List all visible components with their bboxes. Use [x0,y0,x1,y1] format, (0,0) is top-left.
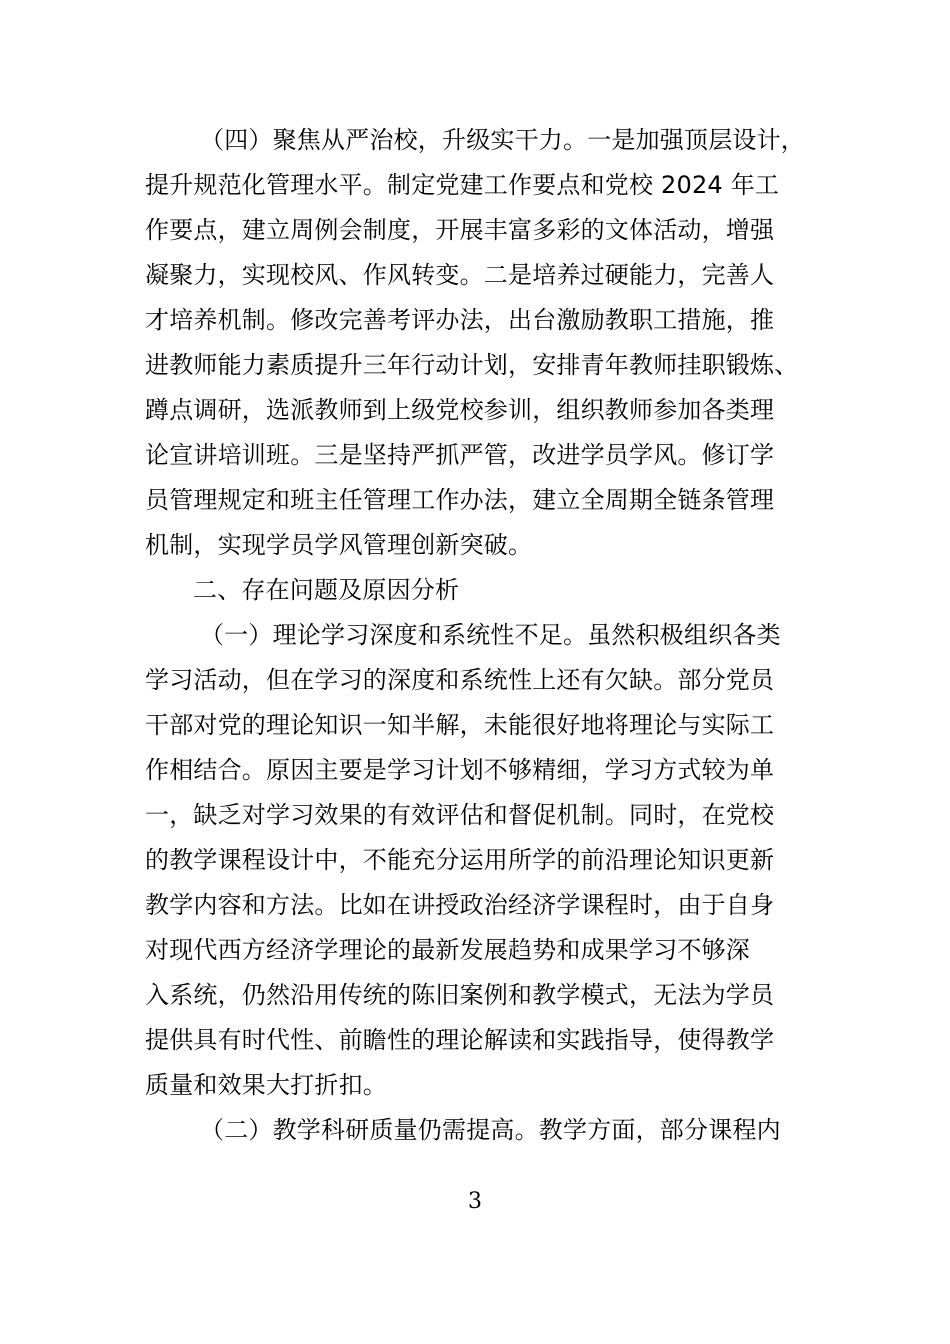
text-line: （二）教学科研质量仍需提高。教学方面，部分课程内 [200,1116,781,1144]
text-line: 入系统，仍然沿用传统的陈旧案例和教学模式，无法为学员 [145,981,775,1009]
text-line: 提升规范化管理水平。制定党建工作要点和党校 2024 年工 [145,171,780,199]
text-line: 作要点，建立周例会制度，开展丰富多彩的文体活动，增强 [145,216,775,244]
text-line: 蹲点调研，选派教师到上级党校参训，组织教师参加各类理 [145,396,775,424]
text-line: 一，缺乏对学习效果的有效评估和督促机制。同时，在党校 [145,801,775,829]
text-line: （一）理论学习深度和系统性不足。虽然积极组织各类 [200,621,781,649]
text-line: 对现代西方经济学理论的最新发展趋势和成果学习不够深 [145,936,750,964]
section-heading: 二、存在问题及原因分析 [193,576,460,604]
text-line: 的教学课程设计中，不能充分运用所学的前沿理论知识更新 [145,846,775,874]
text-line: 凝聚力，实现校风、作风转变。二是培养过硬能力，完善人 [145,261,775,289]
text-line: 质量和效果大打折扣。 [145,1071,387,1099]
text-line: 员管理规定和班主任管理工作办法，建立全周期全链条管理 [145,486,775,514]
text-line: 干部对党的理论知识一知半解，未能很好地将理论与实际工 [145,711,775,739]
text-line: 机制，实现学员学风管理创新突破。 [145,531,533,559]
text-line: 论宣讲培训班。三是坚持严抓严管，改进学员学风。修订学 [145,441,775,469]
text-line: 提供具有时代性、前瞻性的理论解读和实践指导，使得教学 [145,1026,775,1054]
text-line: 教学内容和方法。比如在讲授政治经济学课程时，由于自身 [145,891,775,919]
text-line: 才培养机制。修改完善考评办法，出台激励教职工措施，推 [145,306,775,334]
page-number: 3 [468,1189,482,1214]
text-line: （四）聚焦从严治校，升级实干力。一是加强顶层设计， [200,126,805,154]
text-line: 作相结合。原因主要是学习计划不够精细，学习方式较为单 [145,756,775,784]
text-line: 学习活动，但在学习的深度和系统性上还有欠缺。部分党员 [145,666,775,694]
text-line: 进教师能力素质提升三年行动计划，安排青年教师挂职锻炼、 [145,351,799,379]
